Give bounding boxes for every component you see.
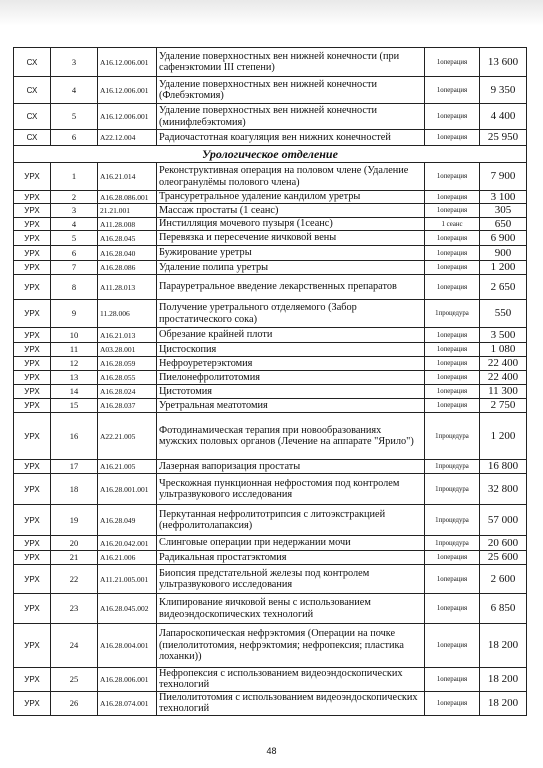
unit-cell: 1операция bbox=[425, 163, 480, 191]
section-title: Урологическое отделение bbox=[14, 146, 527, 163]
code-cell: A16.12.006.001 bbox=[98, 48, 157, 77]
unit-cell: 1процедура bbox=[425, 460, 480, 474]
number-cell: 11 bbox=[51, 343, 98, 357]
price-cell: 22 400 bbox=[480, 371, 527, 385]
unit-cell: 1 сеанс bbox=[425, 218, 480, 231]
price-cell: 2 600 bbox=[480, 565, 527, 594]
department-cell: УРХ bbox=[14, 624, 51, 668]
number-cell: 12 bbox=[51, 357, 98, 371]
unit-cell: 1операция bbox=[425, 624, 480, 668]
code-cell: A22.12.004 bbox=[98, 130, 157, 146]
price-cell: 9 350 bbox=[480, 77, 527, 104]
number-cell: 1 bbox=[51, 163, 98, 191]
number-cell: 5 bbox=[51, 231, 98, 246]
service-name-cell: Реконструктивная операция на половом члене (Удаление олеогранулёмы полового члена) bbox=[157, 163, 425, 191]
table-row bbox=[14, 328, 527, 343]
code-cell: A11.28.013 bbox=[98, 275, 157, 300]
price-cell: 1 200 bbox=[480, 413, 527, 460]
service-name-cell: Цистоскопия bbox=[157, 343, 425, 357]
number-cell: 3 bbox=[51, 204, 98, 218]
code-cell: 11.28.006 bbox=[98, 300, 157, 328]
number-cell: 5 bbox=[51, 104, 98, 130]
number-cell: 4 bbox=[51, 218, 98, 231]
price-cell: 550 bbox=[480, 300, 527, 328]
code-cell: A22.21.005 bbox=[98, 413, 157, 460]
price-cell: 16 800 bbox=[480, 460, 527, 474]
service-name-cell: Парауретральное введение лекарственных препаратов bbox=[157, 275, 425, 300]
unit-cell: 1операция bbox=[425, 191, 480, 204]
number-cell: 23 bbox=[51, 594, 98, 624]
table-row bbox=[14, 385, 527, 399]
price-cell: 305 bbox=[480, 204, 527, 218]
department-cell: УРХ bbox=[14, 474, 51, 505]
price-cell: 900 bbox=[480, 246, 527, 261]
department-cell: УРХ bbox=[14, 668, 51, 692]
department-cell: УРХ bbox=[14, 343, 51, 357]
table-row bbox=[14, 551, 527, 565]
department-cell: УРХ bbox=[14, 371, 51, 385]
page-number: 48 bbox=[266, 746, 277, 756]
number-cell: 20 bbox=[51, 536, 98, 551]
service-name-cell: Пиелолитотомия с использованием видеоэндоскопических технологий bbox=[157, 691, 425, 715]
code-cell: A16.28.086.001 bbox=[98, 191, 157, 204]
code-cell: A16.28.055 bbox=[98, 371, 157, 385]
service-name-cell: Уретральная меатотомия bbox=[157, 399, 425, 413]
department-cell: СХ bbox=[14, 104, 51, 130]
price-cell: 22 400 bbox=[480, 357, 527, 371]
department-cell: УРХ bbox=[14, 300, 51, 328]
service-name-cell: Лазерная вапоризация простаты bbox=[157, 460, 425, 474]
service-name-cell: Удаление поверхностных вен нижней конечности (Флебэктомия) bbox=[157, 77, 425, 104]
number-cell: 25 bbox=[51, 668, 98, 692]
number-cell: 6 bbox=[51, 130, 98, 146]
table-row bbox=[14, 357, 527, 371]
department-cell: УРХ bbox=[14, 551, 51, 565]
table-row bbox=[14, 275, 527, 300]
table-row bbox=[14, 371, 527, 385]
table-row bbox=[14, 204, 527, 218]
code-cell: A11.28.008 bbox=[98, 218, 157, 231]
department-cell: УРХ bbox=[14, 357, 51, 371]
table-row bbox=[14, 246, 527, 261]
department-cell: УРХ bbox=[14, 246, 51, 261]
service-name-cell: Бужирование уретры bbox=[157, 246, 425, 261]
service-name-cell: Нефропексия с использованием видеоэндоскопических технологий bbox=[157, 668, 425, 692]
price-cell: 11 300 bbox=[480, 385, 527, 399]
table-row bbox=[14, 505, 527, 536]
unit-cell: 1операция bbox=[425, 385, 480, 399]
unit-cell: 1операция bbox=[425, 204, 480, 218]
service-name-cell: Получение уретрального отделяемого (Забор простатического сока) bbox=[157, 300, 425, 328]
unit-cell: 1операция bbox=[425, 261, 480, 275]
price-table-body bbox=[14, 48, 527, 716]
price-cell: 25 950 bbox=[480, 130, 527, 146]
unit-cell: 1процедура bbox=[425, 536, 480, 551]
service-name-cell: Пиелонефролитотомия bbox=[157, 371, 425, 385]
service-name-cell: Цистотомия bbox=[157, 385, 425, 399]
number-cell: 16 bbox=[51, 413, 98, 460]
department-cell: УРХ bbox=[14, 163, 51, 191]
unit-cell: 1операция bbox=[425, 275, 480, 300]
table-row bbox=[14, 536, 527, 551]
service-name-cell: Обрезание крайней плоти bbox=[157, 328, 425, 343]
table-row bbox=[14, 191, 527, 204]
unit-cell: 1операция bbox=[425, 328, 480, 343]
price-cell: 7 900 bbox=[480, 163, 527, 191]
department-cell: СХ bbox=[14, 130, 51, 146]
department-cell: УРХ bbox=[14, 191, 51, 204]
service-name-cell: Радикальная простатэктомия bbox=[157, 551, 425, 565]
code-cell: A16.28.037 bbox=[98, 399, 157, 413]
department-cell: УРХ bbox=[14, 399, 51, 413]
table-row bbox=[14, 460, 527, 474]
price-cell: 2 650 bbox=[480, 275, 527, 300]
table-row bbox=[14, 300, 527, 328]
number-cell: 21 bbox=[51, 551, 98, 565]
table-row bbox=[14, 474, 527, 505]
code-cell: A16.12.006.001 bbox=[98, 104, 157, 130]
table-row bbox=[14, 48, 527, 77]
number-cell: 19 bbox=[51, 505, 98, 536]
table-row bbox=[14, 399, 527, 413]
price-cell: 18 200 bbox=[480, 691, 527, 715]
service-name-cell: Лапароскопическая нефрэктомия (Операции на почке (пиелолитотомия, нефрэктомия; нефропексия; пластика лоханки)) bbox=[157, 624, 425, 668]
price-cell: 2 750 bbox=[480, 399, 527, 413]
table-row bbox=[14, 413, 527, 460]
unit-cell: 1операция bbox=[425, 668, 480, 692]
service-name-cell: Перкутанная нефролитотрипсия с литоэкстракцией (нефролитолапаксия) bbox=[157, 505, 425, 536]
unit-cell: 1операция bbox=[425, 343, 480, 357]
unit-cell: 1операция bbox=[425, 357, 480, 371]
department-cell: СХ bbox=[14, 77, 51, 104]
code-cell: A16.28.006.001 bbox=[98, 668, 157, 692]
department-cell: УРХ bbox=[14, 460, 51, 474]
unit-cell: 1операция bbox=[425, 551, 480, 565]
price-cell: 20 600 bbox=[480, 536, 527, 551]
service-name-cell: Удаление поверхностных вен нижней конечности (при сафенэктомии III степени) bbox=[157, 48, 425, 77]
number-cell: 15 bbox=[51, 399, 98, 413]
unit-cell: 1операция bbox=[425, 371, 480, 385]
unit-cell: 1операция bbox=[425, 399, 480, 413]
code-cell: A16.28.040 bbox=[98, 246, 157, 261]
service-name-cell: Слинговые операции при недержании мочи bbox=[157, 536, 425, 551]
department-cell: СХ bbox=[14, 48, 51, 77]
table-row bbox=[14, 565, 527, 594]
unit-cell: 1процедура bbox=[425, 413, 480, 460]
code-cell: A11.21.005.001 bbox=[98, 565, 157, 594]
department-cell: УРХ bbox=[14, 328, 51, 343]
department-cell: УРХ bbox=[14, 385, 51, 399]
department-cell: УРХ bbox=[14, 261, 51, 275]
unit-cell: 1операция bbox=[425, 246, 480, 261]
department-cell: УРХ bbox=[14, 691, 51, 715]
service-name-cell: Инстилляция мочевого пузыря (1сеанс) bbox=[157, 218, 425, 231]
code-cell: A03.28.001 bbox=[98, 343, 157, 357]
code-cell: A16.12.006.001 bbox=[98, 77, 157, 104]
department-cell: УРХ bbox=[14, 413, 51, 460]
price-cell: 18 200 bbox=[480, 668, 527, 692]
department-cell: УРХ bbox=[14, 204, 51, 218]
service-name-cell: Перевязка и пересечение яичковой вены bbox=[157, 231, 425, 246]
table-row bbox=[14, 343, 527, 357]
table-row bbox=[14, 231, 527, 246]
table-row bbox=[14, 668, 527, 692]
unit-cell: 1операция bbox=[425, 104, 480, 130]
table-row bbox=[14, 691, 527, 715]
department-cell: УРХ bbox=[14, 505, 51, 536]
service-name-cell: Фотодинамическая терапия при новообразованиях мужских половых органов (Лечение на аппарате "Ярило") bbox=[157, 413, 425, 460]
price-cell: 6 850 bbox=[480, 594, 527, 624]
table-row bbox=[14, 104, 527, 130]
unit-cell: 1процедура bbox=[425, 474, 480, 505]
code-cell: A16.28.045.002 bbox=[98, 594, 157, 624]
code-cell: A16.21.014 bbox=[98, 163, 157, 191]
number-cell: 22 bbox=[51, 565, 98, 594]
number-cell: 13 bbox=[51, 371, 98, 385]
table-row bbox=[14, 130, 527, 146]
price-cell: 1 080 bbox=[480, 343, 527, 357]
code-cell: A16.20.042.001 bbox=[98, 536, 157, 551]
service-name-cell: Радиочастотная коагуляция вен нижних конечностей bbox=[157, 130, 425, 146]
code-cell: A16.28.001.001 bbox=[98, 474, 157, 505]
service-name-cell: Удаление поверхностных вен нижней конечности (минифлебэктомия) bbox=[157, 104, 425, 130]
department-cell: УРХ bbox=[14, 218, 51, 231]
department-cell: УРХ bbox=[14, 231, 51, 246]
unit-cell: 1операция bbox=[425, 48, 480, 77]
number-cell: 6 bbox=[51, 246, 98, 261]
price-cell: 1 200 bbox=[480, 261, 527, 275]
price-table bbox=[13, 47, 527, 716]
number-cell: 26 bbox=[51, 691, 98, 715]
table-row bbox=[14, 77, 527, 104]
code-cell: A16.21.006 bbox=[98, 551, 157, 565]
code-cell: A16.28.024 bbox=[98, 385, 157, 399]
table-row bbox=[14, 624, 527, 668]
table-row bbox=[14, 594, 527, 624]
price-cell: 13 600 bbox=[480, 48, 527, 77]
price-cell: 32 800 bbox=[480, 474, 527, 505]
number-cell: 9 bbox=[51, 300, 98, 328]
unit-cell: 1операция bbox=[425, 565, 480, 594]
unit-cell: 1операция bbox=[425, 77, 480, 104]
service-name-cell: Массаж простаты (1 сеанс) bbox=[157, 204, 425, 218]
number-cell: 3 bbox=[51, 48, 98, 77]
number-cell: 4 bbox=[51, 77, 98, 104]
service-name-cell: Нефроуретерэктомия bbox=[157, 357, 425, 371]
department-cell: УРХ bbox=[14, 594, 51, 624]
number-cell: 17 bbox=[51, 460, 98, 474]
number-cell: 18 bbox=[51, 474, 98, 505]
table-row bbox=[14, 163, 527, 191]
service-name-cell: Трансуретральное удаление кандилом уретры bbox=[157, 191, 425, 204]
service-name-cell: Удаление полипа уретры bbox=[157, 261, 425, 275]
number-cell: 2 bbox=[51, 191, 98, 204]
code-cell: 21.21.001 bbox=[98, 204, 157, 218]
code-cell: A16.28.045 bbox=[98, 231, 157, 246]
price-cell: 3 100 bbox=[480, 191, 527, 204]
service-name-cell: Чрескожная пункционная нефростомия под контролем ультразвукового исследования bbox=[157, 474, 425, 505]
department-cell: УРХ bbox=[14, 536, 51, 551]
table-row bbox=[14, 218, 527, 231]
price-cell: 18 200 bbox=[480, 624, 527, 668]
code-cell: A16.28.049 bbox=[98, 505, 157, 536]
unit-cell: 1операция bbox=[425, 231, 480, 246]
department-cell: УРХ bbox=[14, 565, 51, 594]
service-name-cell: Биопсия предстательной железы под контролем ультразвукового исследования bbox=[157, 565, 425, 594]
code-cell: A16.21.005 bbox=[98, 460, 157, 474]
unit-cell: 1операция bbox=[425, 691, 480, 715]
number-cell: 7 bbox=[51, 261, 98, 275]
price-cell: 650 bbox=[480, 218, 527, 231]
unit-cell: 1процедура bbox=[425, 300, 480, 328]
section-header-row bbox=[14, 146, 527, 163]
service-name-cell: Клипирование яичковой вены с использованием видеоэндоскопических технологий bbox=[157, 594, 425, 624]
code-cell: A16.28.074.001 bbox=[98, 691, 157, 715]
price-cell: 25 600 bbox=[480, 551, 527, 565]
number-cell: 10 bbox=[51, 328, 98, 343]
number-cell: 8 bbox=[51, 275, 98, 300]
unit-cell: 1процедура bbox=[425, 505, 480, 536]
unit-cell: 1операция bbox=[425, 594, 480, 624]
number-cell: 14 bbox=[51, 385, 98, 399]
code-cell: A16.28.004.001 bbox=[98, 624, 157, 668]
code-cell: A16.28.059 bbox=[98, 357, 157, 371]
code-cell: A16.21.013 bbox=[98, 328, 157, 343]
price-cell: 3 500 bbox=[480, 328, 527, 343]
code-cell: A16.28.086 bbox=[98, 261, 157, 275]
price-cell: 4 400 bbox=[480, 104, 527, 130]
table-row bbox=[14, 261, 527, 275]
number-cell: 24 bbox=[51, 624, 98, 668]
unit-cell: 1операция bbox=[425, 130, 480, 146]
department-cell: УРХ bbox=[14, 275, 51, 300]
scan-top-edge bbox=[0, 0, 543, 26]
price-cell: 57 000 bbox=[480, 505, 527, 536]
price-cell: 6 900 bbox=[480, 231, 527, 246]
